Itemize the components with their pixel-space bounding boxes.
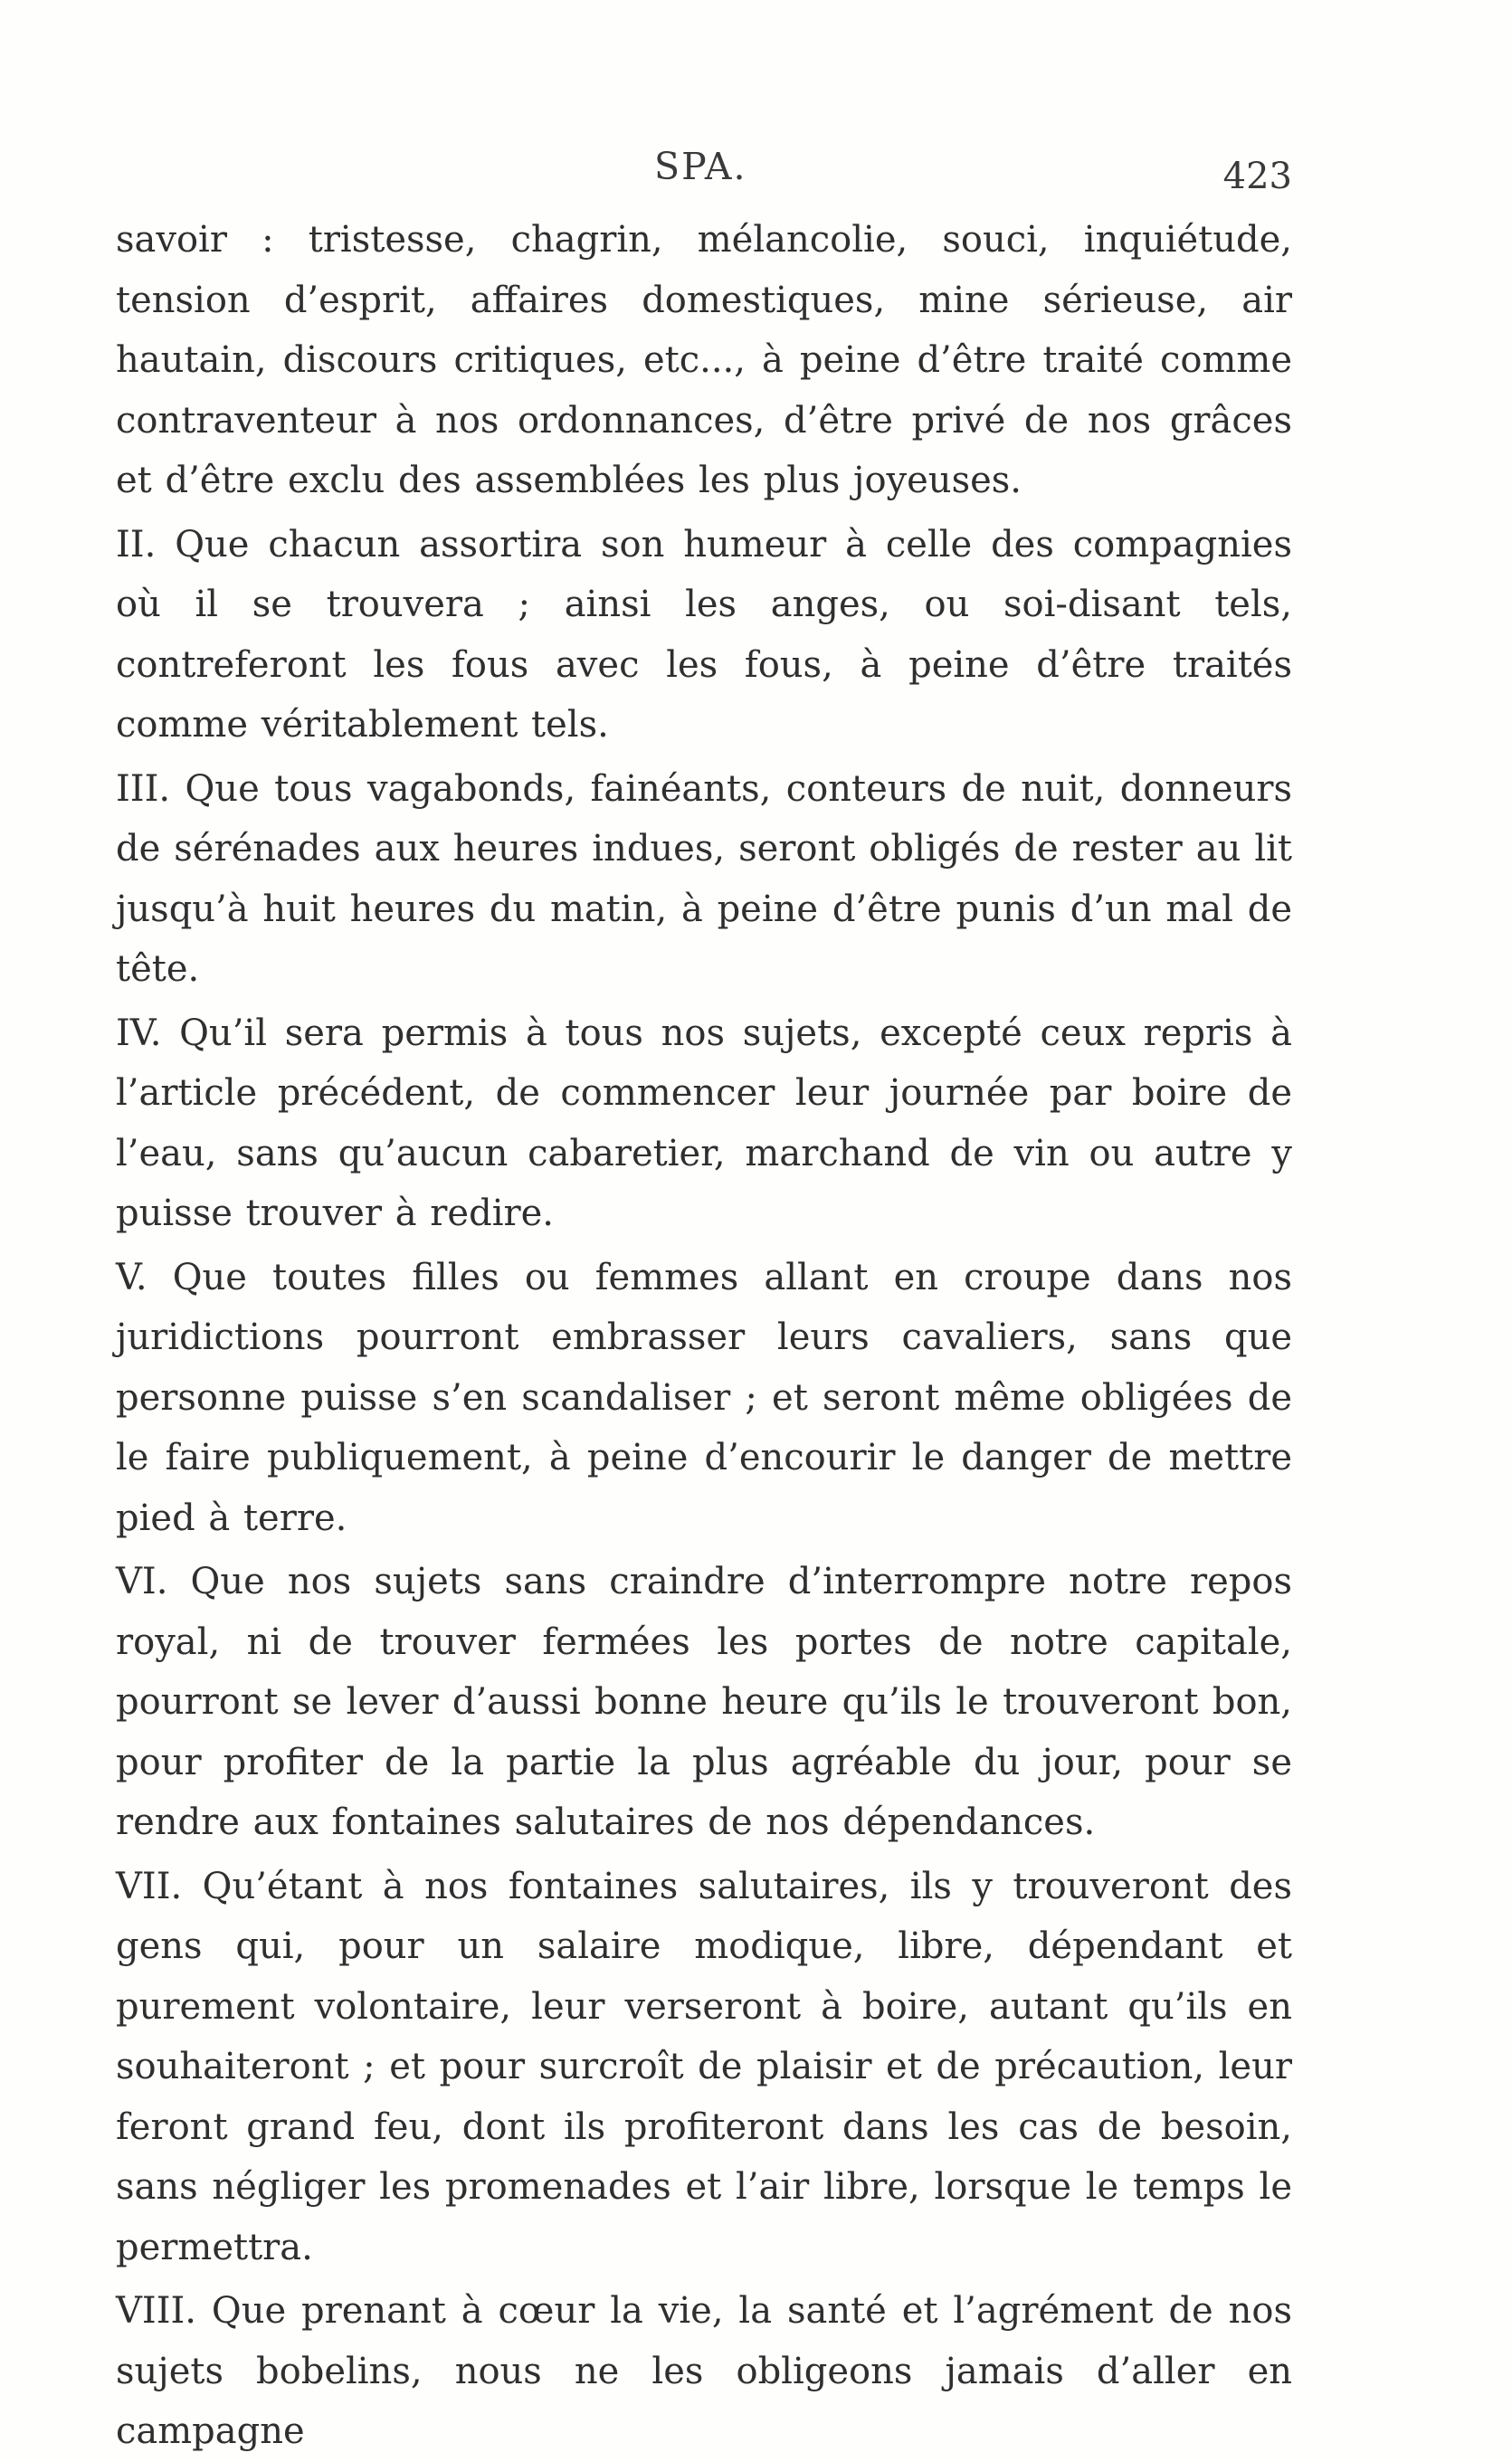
body-text	[116, 210, 1292, 2462]
page-number: 423	[1222, 156, 1292, 197]
article-number: VIII.	[116, 2290, 197, 2332]
article-text: Qu’il sera permis à tous nos sujets, excepté ceux repris à l’article précédent, de commencer leur journée par boire de l’eau, sans qu’aucun cabaretier, marchand de vin ou autre y puisse trouver à redire.	[116, 1012, 1293, 1234]
article-5	[116, 1248, 1292, 1549]
article-number: V.	[116, 1256, 147, 1298]
article-text: Que chacun assortira son humeur à celle des compagnies où il se trouvera ; ainsi les anges, ou soi-disant tels, contreferont les fous avec les fous, à peine d’être traités comme véritablement tels.	[116, 523, 1292, 746]
article-6	[116, 1552, 1292, 1853]
running-title: SPA.	[654, 145, 747, 188]
article-8	[116, 2281, 1292, 2462]
article-text: Que prenant à cœur la vie, la santé et l’agrément de nos sujets bobelins, nous ne les obligeons jamais d’aller en campagne	[116, 2290, 1292, 2452]
article-text: Que toutes filles ou femmes allant en croupe dans nos juridictions pourront embrasser leurs cavaliers, sans que personne puisse s’en scandaliser ; et seront même obligées de le faire publiquement, à peine d’encourir le danger de mettre pied à terre.	[116, 1256, 1292, 1539]
article-number: VII.	[116, 1865, 183, 1907]
article-2	[116, 515, 1292, 756]
article-number: IV.	[116, 1012, 162, 1054]
article-number: III.	[116, 767, 171, 810]
article-number: VI.	[116, 1561, 168, 1602]
intro-paragraph: savoir : tristesse, chagrin, mélancolie, souci, inquiétude, tension d’esprit, affaires domestiques, mine sérieuse, air hautain, discours critiques, etc..., à peine d’être traité comme contraventeur à nos ordonnances, d’être privé de nos grâces et d’être exclu des assemblées les plus joyeuses.	[116, 219, 1292, 501]
article-number: II.	[116, 523, 157, 566]
article-text: Qu’étant à nos fontaines salutaires, ils y trouveront des gens qui, pour un salaire modique, libre, dépendant et purement volontaire, leur verseront à boire, autant qu’ils en souhaiteront ; et pour surcroît de plaisir et de précaution, leur feront grand feu, dont ils profiteront dans les cas de besoin, sans négliger les promenades et l’air libre, lorsque le temps le permettra.	[116, 1865, 1292, 2268]
running-head	[116, 145, 1292, 199]
article-text: Que nos sujets sans craindre d’interrompre notre repos royal, ni de trouver fermées les portes de notre capitale, pourront se lever d’aussi bonne heure qu’ils le trouveront bon, pour profiter de la partie la plus agréable du jour, pour se rendre aux fontaines salutaires de nos dépendances.	[116, 1561, 1293, 1843]
article-4	[116, 1003, 1292, 1244]
article-7	[116, 1857, 1292, 2278]
article-text: Que tous vagabonds, fainéants, conteurs de nuit, donneurs de sérénades aux heures indues, seront obligés de rester au lit jusqu’à huit heures du matin, à peine d’être punis d’un mal de tête.	[116, 767, 1292, 990]
article-3	[116, 759, 1292, 1000]
